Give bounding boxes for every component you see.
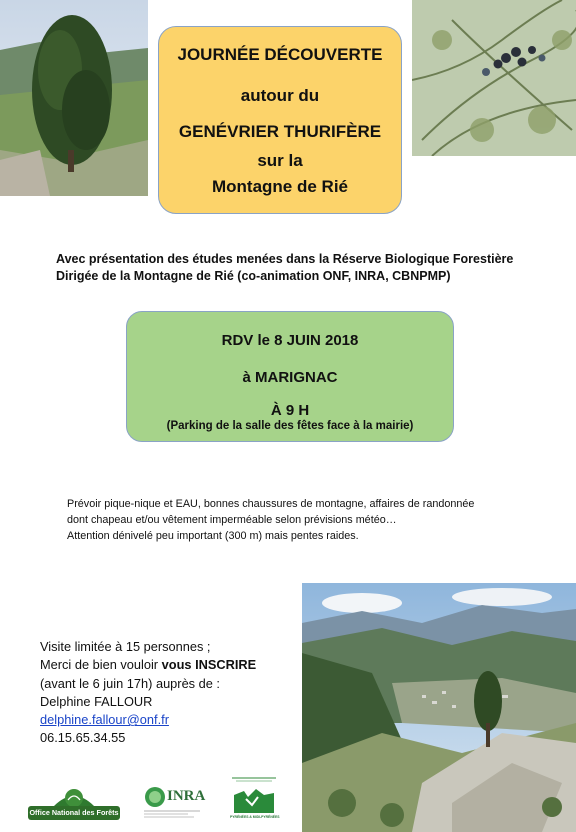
event-title-line: GENÉVRIER THURIFÈRE <box>178 122 382 141</box>
photo-juniper-tree <box>0 0 148 196</box>
registration-request-text: Merci de bien vouloir <box>40 657 162 673</box>
contact-email-link[interactable]: delphine.fallour@onf.fr <box>40 712 169 728</box>
rdv-place: à MARIGNAC <box>242 369 338 386</box>
registration-info <box>40 638 300 748</box>
cbn-logo-text: PYRÉNÉES & MIDI-PYRÉNÉES <box>230 815 280 819</box>
inra-logo <box>144 786 206 822</box>
rdv-time: À 9 H <box>270 402 310 419</box>
rendezvous-box <box>126 311 454 442</box>
event-title-line: sur la <box>257 151 303 170</box>
intro-line: Dirigée de la Montagne de Rié (co-animation ONF, INRA, CBNPMP) <box>56 269 451 283</box>
intro-paragraph <box>56 251 536 285</box>
visit-limit: Visite limitée à 15 personnes ; <box>40 639 211 654</box>
onf-logo <box>28 786 120 820</box>
event-title-box <box>158 26 402 214</box>
event-title-line: Montagne de Rié <box>211 177 348 196</box>
rdv-date: RDV le 8 JUIN 2018 <box>221 332 359 349</box>
advice-line: dont chapeau et/ou vêtement imperméable selon prévisions météo… <box>67 514 397 526</box>
event-title-line: autour du <box>240 86 320 105</box>
photo-valley-landscape <box>302 583 576 832</box>
intro-line: Avec présentation des études menées dans la Réserve Biologique Forestière <box>56 252 514 266</box>
event-title-line: JOURNÉE DÉCOUVERTE <box>177 45 383 64</box>
advice-paragraph <box>67 496 537 544</box>
onf-logo-text: Office National des Forêts <box>29 808 119 817</box>
advice-line: Attention dénivelé peu important (300 m) mais pentes raides. <box>67 530 359 542</box>
cbn-logo <box>230 775 278 823</box>
contact-phone: 06.15.65.34.55 <box>40 730 126 746</box>
contact-name: Delphine FALLOUR <box>40 693 153 709</box>
inra-logo-text: INRA <box>167 788 206 804</box>
registration-request-emphasis: vous INSCRIRE <box>161 657 257 673</box>
rdv-details: (Parking de la salle des fêtes face à la mairie) <box>166 420 414 432</box>
registration-request <box>40 656 300 674</box>
registration-deadline: (avant le 6 juin 17h) auprès de : <box>40 675 220 691</box>
advice-line: Prévoir pique-nique et EAU, bonnes chaussures de montagne, affaires de randonnée <box>67 498 475 510</box>
photo-juniper-berries <box>412 0 576 156</box>
